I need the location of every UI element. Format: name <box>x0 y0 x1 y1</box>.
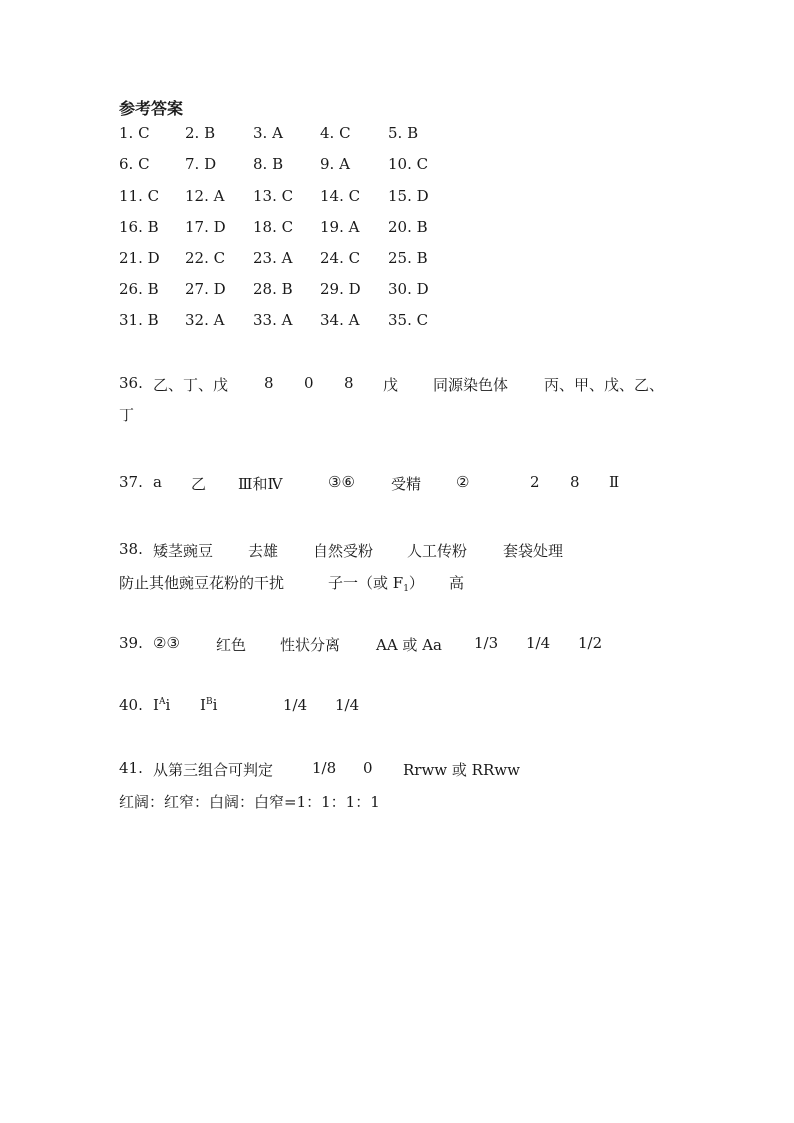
answer-blank: 丁 <box>119 406 135 424</box>
answer-blank: $I^Ai$ <box>153 696 171 714</box>
mc-answer: 21. D <box>119 249 160 267</box>
mc-answer: 5. B <box>388 124 419 142</box>
answer-blank: Ⅲ和Ⅳ <box>238 475 283 493</box>
mc-answer: 18. C <box>253 218 294 236</box>
mc-answer: 22. C <box>185 249 226 267</box>
answer-blank: 1/2 <box>578 634 603 652</box>
mc-answer: 15. D <box>388 187 429 205</box>
answer-blank: 丙、甲、戊、乙、 <box>544 376 665 394</box>
mc-answer: 25. B <box>388 249 428 267</box>
answer-blank: 自然受粉 <box>313 542 374 560</box>
question-number: 40. <box>119 696 143 714</box>
mc-answer: 17. D <box>185 218 226 236</box>
answer-blank: 套袋处理 <box>503 542 564 560</box>
mc-answer: 27. D <box>185 280 226 298</box>
answer-blank: 红阔：红窄：白阔：白窄=1：1：1：1 <box>119 793 380 811</box>
answer-blank: 从第三组合可判定 <box>153 761 274 779</box>
answer-blank: ②③ <box>153 634 180 652</box>
mc-answer: 24. C <box>320 249 361 267</box>
mc-answer: 12. A <box>185 187 225 205</box>
answer-blank: 受精 <box>391 475 422 493</box>
mc-answer: 26. B <box>119 280 159 298</box>
mc-answer: 32. A <box>185 311 225 329</box>
mc-answer: 35. C <box>388 311 429 329</box>
answer-blank: 8 <box>344 374 354 392</box>
page-title: 参考答案 <box>119 99 184 118</box>
question-number: 38. <box>119 540 143 558</box>
answer-blank: 子一（或 $F_1$） <box>328 574 424 594</box>
answer-blank: 1/3 <box>474 634 499 652</box>
answer-blank: 矮茎豌豆 <box>153 542 214 560</box>
mc-answer: 33. A <box>253 311 293 329</box>
mc-answer: 28. B <box>253 280 293 298</box>
answer-blank: 乙、丁、戊 <box>153 376 229 394</box>
answer-blank: ② <box>456 473 470 491</box>
answer-blank: 同源染色体 <box>433 376 509 394</box>
answer-blank: 2 <box>530 473 540 491</box>
mc-answer: 13. C <box>253 187 294 205</box>
mc-answer: 11. C <box>119 187 160 205</box>
mc-answer: 1. C <box>119 124 150 142</box>
mc-answer: 8. B <box>253 155 284 173</box>
answer-blank: 1/4 <box>526 634 551 652</box>
mc-answer: 9. A <box>320 155 350 173</box>
mc-answer: 14. C <box>320 187 361 205</box>
answer-blank: 防止其他豌豆花粉的干扰 <box>119 574 285 592</box>
mc-answer: 30. D <box>388 280 429 298</box>
mc-answer: 4. C <box>320 124 351 142</box>
answer-blank: a <box>153 473 162 491</box>
answer-blank: 1/4 <box>283 696 308 714</box>
mc-answer: 3. A <box>253 124 283 142</box>
answer-blank: Rrww 或 RRww <box>403 761 520 779</box>
mc-answer: 19. A <box>320 218 360 236</box>
mc-answer: 10. C <box>388 155 429 173</box>
question-number: 41. <box>119 759 143 777</box>
mc-answer: 23. A <box>253 249 293 267</box>
answer-blank: 8 <box>570 473 580 491</box>
mc-answer: 16. B <box>119 218 159 236</box>
answer-blank: 0 <box>304 374 314 392</box>
answer-blank: 乙 <box>191 475 207 493</box>
answer-blank: 性状分离 <box>280 636 341 654</box>
answer-blank: 红色 <box>216 636 247 654</box>
question-number: 36. <box>119 374 143 392</box>
mc-answer: 34. A <box>320 311 360 329</box>
answer-blank: 1/8 <box>312 759 337 777</box>
answer-blank: ③⑥ <box>328 473 355 491</box>
answer-blank: 0 <box>363 759 373 777</box>
question-number: 39. <box>119 634 143 652</box>
answer-blank: 戊 <box>383 376 399 394</box>
answer-blank: 去雄 <box>248 542 279 560</box>
mc-answer: 20. B <box>388 218 428 236</box>
mc-answer: 31. B <box>119 311 159 329</box>
answer-blank: 人工传粉 <box>407 542 468 560</box>
answer-blank: Ⅱ <box>609 473 620 491</box>
answer-blank: $I^Bi$ <box>200 696 218 714</box>
mc-answer: 6. C <box>119 155 150 173</box>
mc-answer: 29. D <box>320 280 361 298</box>
mc-answer: 2. B <box>185 124 216 142</box>
answer-blank: 高 <box>449 574 465 592</box>
question-number: 37. <box>119 473 143 491</box>
answer-blank: AA 或 Aa <box>376 636 442 654</box>
answer-blank: 1/4 <box>335 696 360 714</box>
answer-blank: 8 <box>264 374 274 392</box>
mc-answer: 7. D <box>185 155 217 173</box>
